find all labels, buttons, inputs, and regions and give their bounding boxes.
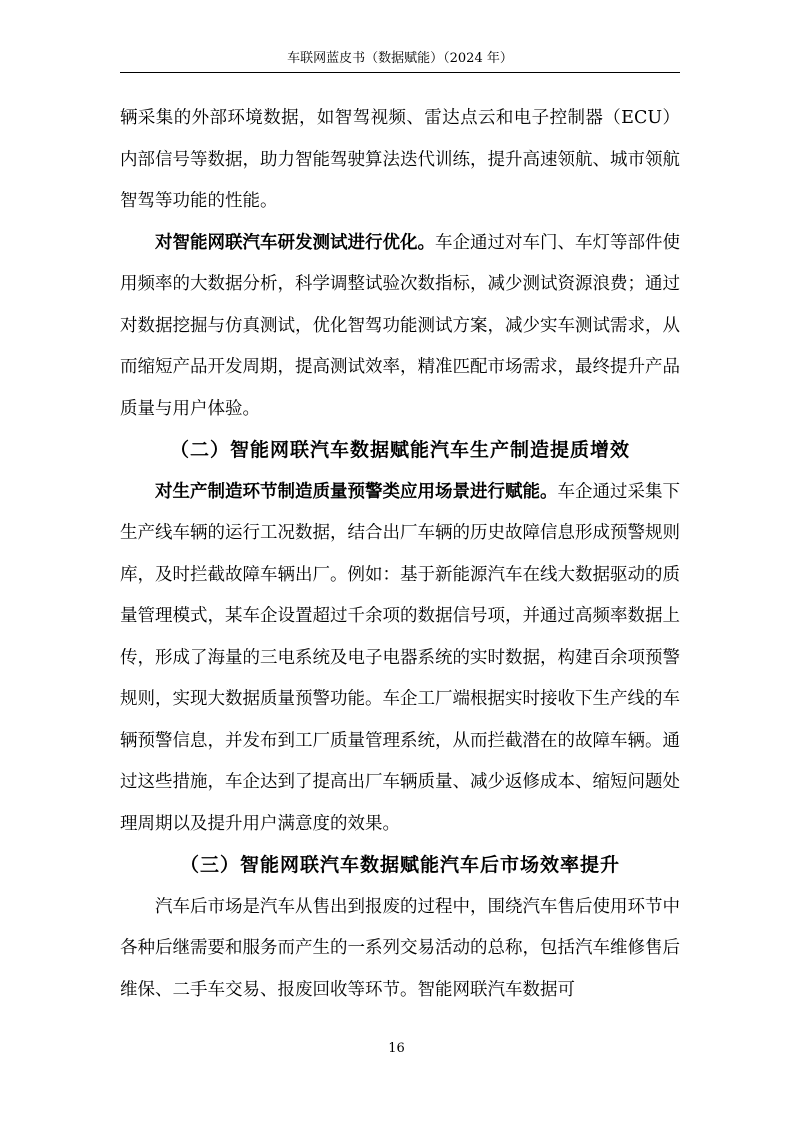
paragraph-text: 车企通过对车门、车灯等部件使用频率的大数据分析，科学调整试验次数指标，减少测试资源浪费；通过对数据挖掘与仿真测试，优化智驾功能测试方案，减少实车测试需求，从而缩短产品开发周期，提高测试效率，精准匹配市场需求，最终提升产品质量与用户体验。 xyxy=(120,232,680,419)
paragraph-manufacturing xyxy=(120,472,680,846)
paragraph-continuation xyxy=(120,98,680,223)
paragraph-text: 汽车后市场是汽车从售出到报废的过程中，围绕汽车售后使用环节中各种后继需要和服务而产生的一系列交易活动的总称，包括汽车维修售后维保、二手车交易、报废回收等环节。智能网联汽车数据可 xyxy=(120,896,680,1000)
paragraph-aftermarket xyxy=(120,887,680,1012)
page-number: 16 xyxy=(388,1041,405,1056)
header-divider xyxy=(120,72,680,73)
section-heading-3: （三）智能网联汽车数据赋能汽车后市场效率提升 xyxy=(179,854,620,876)
paragraph-lead: 对生产制造环节制造质量预警类应用场景进行赋能。 xyxy=(155,481,558,502)
paragraph-text: 车企通过采集下生产线车辆的运行工况数据，结合出厂车辆的历史故障信息形成预警规则库，及时拦截故障车辆出厂。例如：基于新能源汽车在线大数据驱动的质量管理模式，某车企设置超过千余项的数据信号项，并通过高频率数据上传，形成了海量的三电系统及电子电器系统的实时数据，构建百余项预警规则，实现大数据质量预警功能。车企工厂端根据实时接收下生产线的车辆预警信息，并发布到工厂质量管理系统，从而拦截潜在的故障车辆。通过这些措施，车企达到了提高出厂车辆质量、减少返修成本、缩短问题处理周期以及提升用户满意度的效果。 xyxy=(120,481,680,834)
paragraph-text: 辆采集的外部环境数据，如智驾视频、雷达点云和电子控制器（ECU）内部信号等数据，助力智能驾驶算法迭代训练，提升高速领航、城市领航智驾等功能的性能。 xyxy=(120,108,680,211)
section-heading-2: （二）智能网联汽车数据赋能汽车生产制造提质增效 xyxy=(169,439,630,461)
paragraph-lead: 对智能网联汽车研发测试进行优化。 xyxy=(155,232,435,253)
paragraph-rd-testing xyxy=(120,223,680,431)
running-header: 车联网蓝皮书（数据赋能）（2024 年） xyxy=(287,51,513,66)
page-body xyxy=(120,98,680,1011)
